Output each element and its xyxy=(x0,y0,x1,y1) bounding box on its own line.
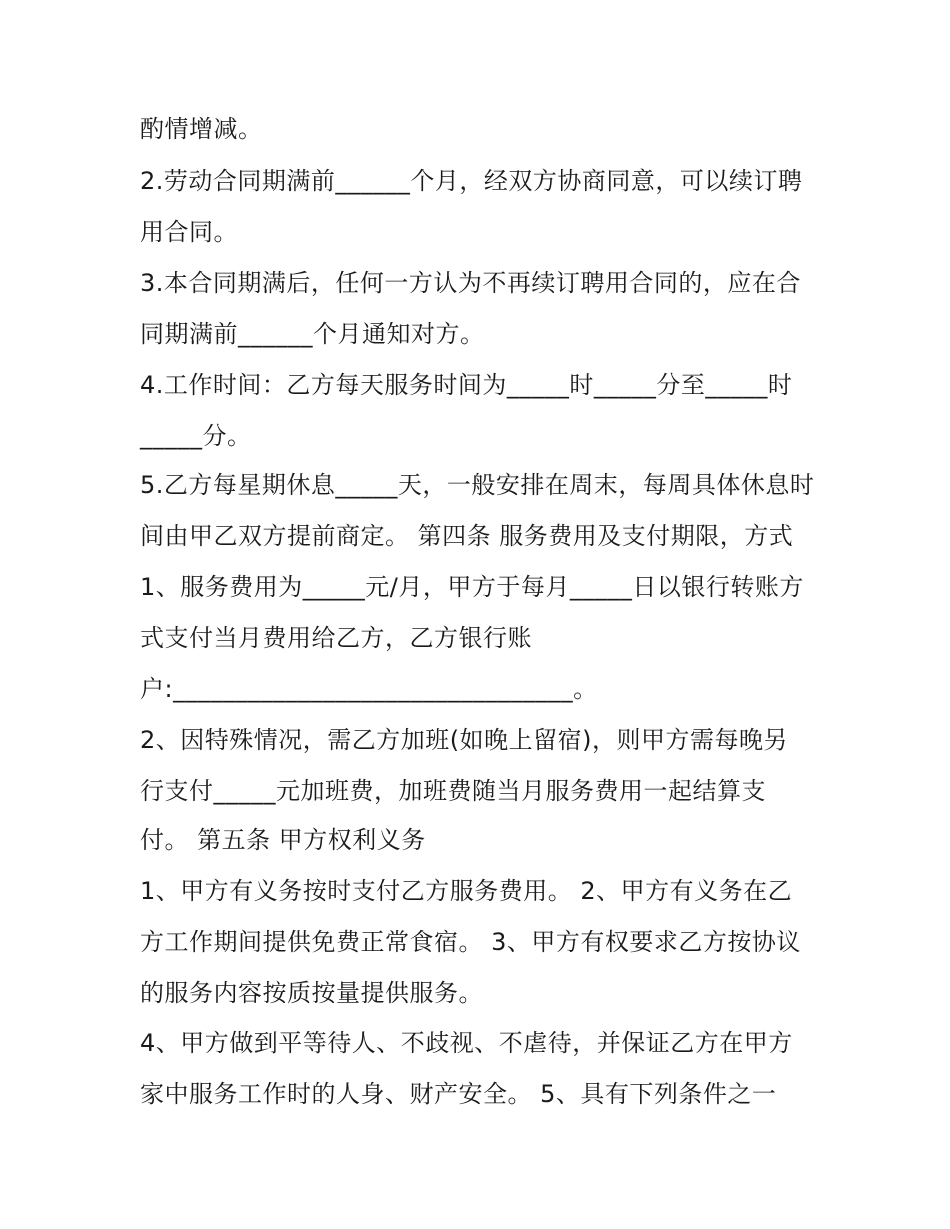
text-line: 方工作期间提供免费正常食宿。 3、甲方有权要求乙方按协议 xyxy=(140,928,801,956)
text-line: 付。 第五条 甲方权利义务 xyxy=(140,826,426,854)
text-line: 1、甲方有义务按时支付乙方服务费用。 2、甲方有义务在乙 xyxy=(140,877,793,905)
text-line: 的服务内容按质按量提供服务。 xyxy=(140,979,483,1007)
text-line: 2.劳动合同期满前______个月，经双方协商同意，可以续订聘 xyxy=(140,167,803,195)
text-line: 间由甲乙双方提前商定。 第四条 服务费用及支付期限，方式 xyxy=(140,522,794,550)
text-line: 户:________________________________。 xyxy=(140,675,598,703)
text-line: 酌情增减。 xyxy=(140,115,263,143)
text-line: 同期满前______个月通知对方。 xyxy=(140,320,485,348)
text-line: 3.本合同期满后，任何一方认为不再续订聘用合同的，应在合 xyxy=(140,269,801,297)
text-line: 4、甲方做到平等待人、不歧视、不虐待，并保证乙方在甲方 xyxy=(140,1029,793,1057)
text-line: 1、服务费用为_____元/月，甲方于每月_____日以银行转账方 xyxy=(140,573,804,601)
text-line: 4.工作时间：乙方每天服务时间为_____时_____分至_____时 xyxy=(140,371,793,399)
text-line: 5.乙方每星期休息_____天，一般安排在周末，每周具体休息时 xyxy=(140,471,815,499)
text-line: 2、因特殊情况，需乙方加班(如晚上留宿)，则甲方需每晚另 xyxy=(140,726,788,754)
text-line: 用合同。 xyxy=(140,218,238,246)
text-line: 行支付_____元加班费，加班费随当月服务费用一起结算支 xyxy=(140,777,766,805)
text-line: 家中服务工作时的人身、财产安全。 5、具有下列条件之一 xyxy=(140,1080,777,1108)
text-line: 式支付当月费用给乙方，乙方银行账 xyxy=(140,624,532,652)
text-line: _____分。 xyxy=(140,422,252,450)
